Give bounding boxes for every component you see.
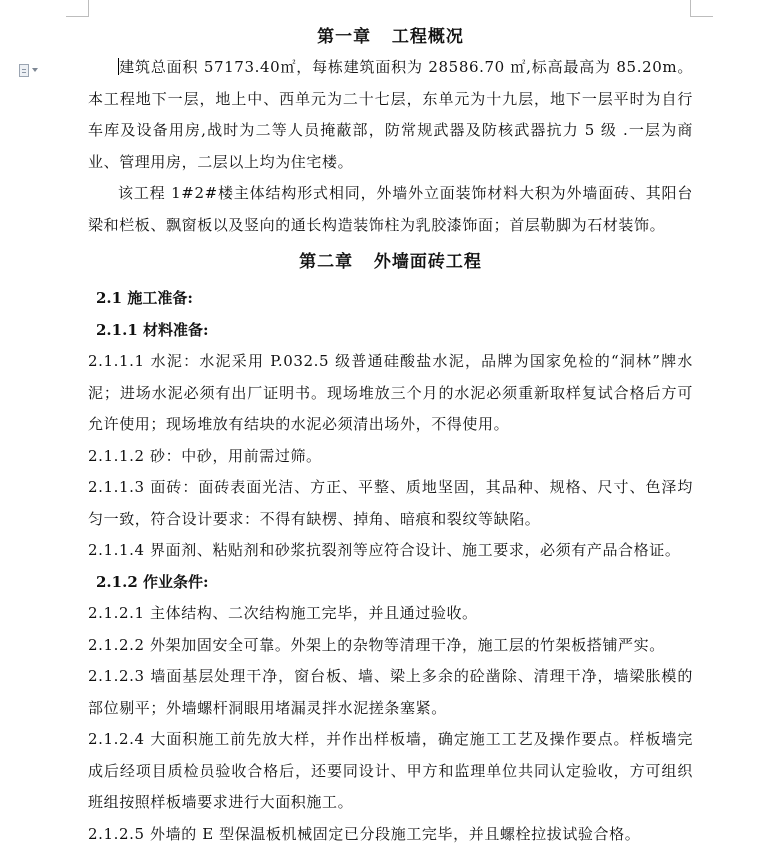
overview-paragraph-2: 该工程 1#2#楼主体结构形式相同，外墙外立面装饰材料大积为外墙面砖、其阳台梁和栏板、飘窗板以及竖向的通长构造装饰柱为乳胶漆饰面；首层勒脚为石材装饰。 xyxy=(88,178,693,241)
condition-item: 2.1.2.2 外架加固安全可靠。外架上的杂物等清理干净，施工层的竹架板搭铺严实。 xyxy=(88,630,693,662)
material-item: 2.1.1.4 界面剂、粘贴剂和砂浆抗裂剂等应符合设计、施工要求，必须有产品合格证。 xyxy=(88,535,693,567)
document-icon xyxy=(19,64,29,77)
material-item: 2.1.1.3 面砖：面砖表面光洁、方正、平整、质地坚固，其品种、规格、尺寸、色泽均匀一致，符合设计要求：不得有缺楞、掉角、暗痕和裂纹等缺陷。 xyxy=(88,472,693,535)
overview-paragraph-1-text: 建筑总面积 57173.40㎡，每栋建筑面积为 28586.70 ㎡,标高最高为 85.20m。本工程地下一层，地上中、西单元为二十七层，东单元为十九层，地下一层平时为自行车库及设备用房,战时为二等人员掩蔽部，防常规武器及防核武器抗力 5 级 .一层为商业、管理用房，二层以上均为住宅楼。 xyxy=(88,58,693,171)
condition-item: 2.1.2.1 主体结构、二次结构施工完毕，并且通过验收。 xyxy=(88,598,693,630)
section-2-1-2-heading: 2.1.2 作业条件: xyxy=(88,567,693,599)
section-2-1-1-heading: 2.1.1 材料准备: xyxy=(88,315,693,347)
section-2-1-heading: 2.1 施工准备: xyxy=(88,283,693,315)
chapter-2-title: 第二章 外墙面砖工程 xyxy=(88,247,693,277)
document-body[interactable] xyxy=(88,22,693,850)
overview-paragraph-1 xyxy=(88,52,693,178)
material-item: 2.1.1.1 水泥：水泥采用 P.032.5 级普通硅酸盐水泥，品牌为国家免检的“洞林”牌水泥；进场水泥必须有出厂证明书。现场堆放三个月的水泥必须重新取样复试合格后方可允许使用；现场堆放有结块的水泥必须清出场外，不得使用。 xyxy=(88,346,693,441)
chapter-1-title: 第一章 工程概况 xyxy=(88,22,693,52)
material-item: 2.1.1.2 砂：中砂，用前需过筛。 xyxy=(88,441,693,473)
paragraph-options-button[interactable] xyxy=(19,62,49,78)
condition-item: 2.1.2.5 外墙的 E 型保温板机械固定已分段施工完毕，并且螺栓拉拔试验合格。 xyxy=(88,819,693,850)
crop-mark-top-right xyxy=(690,0,713,17)
condition-item: 2.1.2.4 大面积施工前先放大样，并作出样板墙，确定施工工艺及操作要点。样板墙完成后经项目质检员验收合格后，还要同设计、甲方和监理单位共同认定验收，方可组织班组按照样板墙要求进行大面积施工。 xyxy=(88,724,693,819)
crop-mark-top-left xyxy=(66,0,89,17)
chevron-down-icon xyxy=(32,68,38,72)
condition-item: 2.1.2.3 墙面基层处理干净，窗台板、墙、梁上多余的砼凿除、清理干净，墙梁胀模的部位剔平；外墙螺杆洞眼用堵漏灵拌水泥搓条塞紧。 xyxy=(88,661,693,724)
